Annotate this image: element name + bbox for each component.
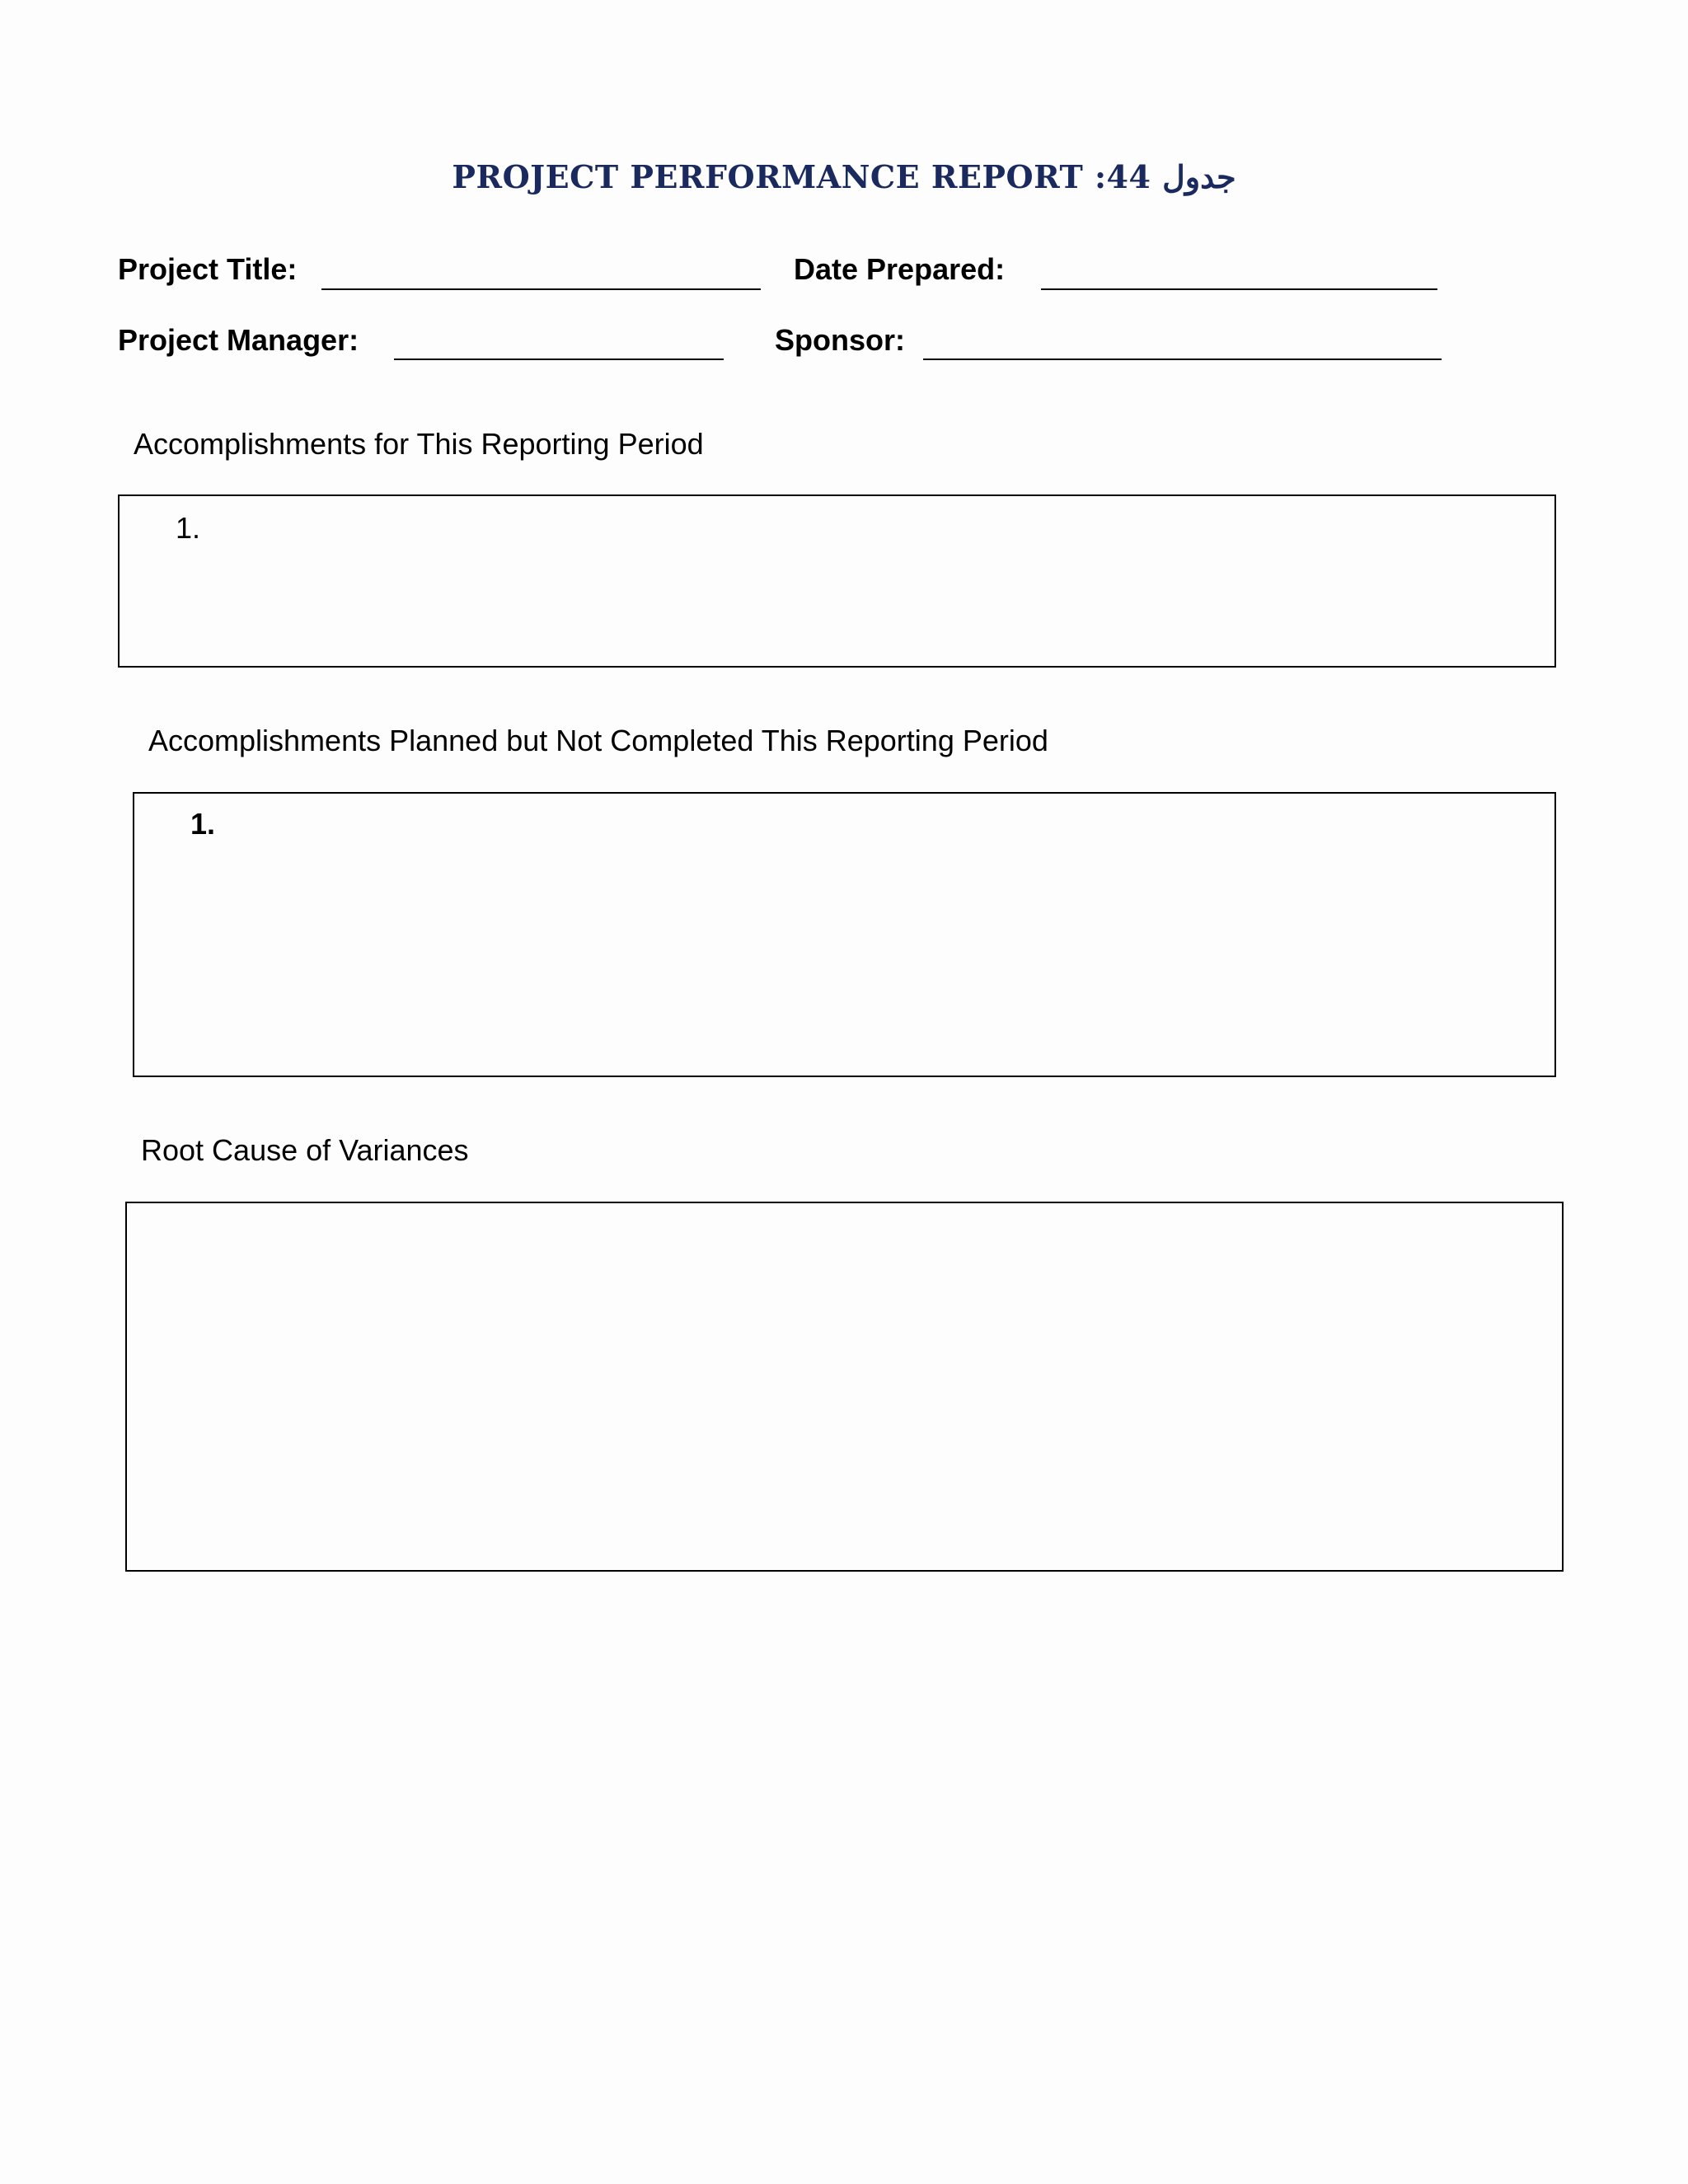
- sponsor-label: Sponsor:: [775, 323, 905, 357]
- page-title: PROJECT PERFORMANCE REPORT :44 جدول: [452, 158, 1236, 195]
- project-manager-field[interactable]: [394, 359, 724, 360]
- root-cause-heading: Root Cause of Variances: [141, 1133, 469, 1167]
- project-title-field[interactable]: [321, 288, 761, 290]
- accomplishments-heading: Accomplishments for This Reporting Period: [134, 427, 704, 461]
- planned-not-completed-item-number: 1.: [190, 807, 216, 841]
- date-prepared-label: Date Prepared:: [794, 252, 1006, 286]
- accomplishments-item-number: 1.: [176, 511, 201, 545]
- sponsor-field[interactable]: [923, 359, 1442, 360]
- project-manager-label: Project Manager:: [118, 323, 359, 357]
- accomplishments-box[interactable]: [118, 494, 1556, 668]
- date-prepared-field[interactable]: [1041, 288, 1437, 290]
- planned-not-completed-box[interactable]: [133, 792, 1556, 1077]
- root-cause-box[interactable]: [125, 1202, 1564, 1572]
- project-title-label: Project Title:: [118, 252, 298, 286]
- planned-not-completed-heading: Accomplishments Planned but Not Completed This Reporting Period: [148, 724, 1048, 757]
